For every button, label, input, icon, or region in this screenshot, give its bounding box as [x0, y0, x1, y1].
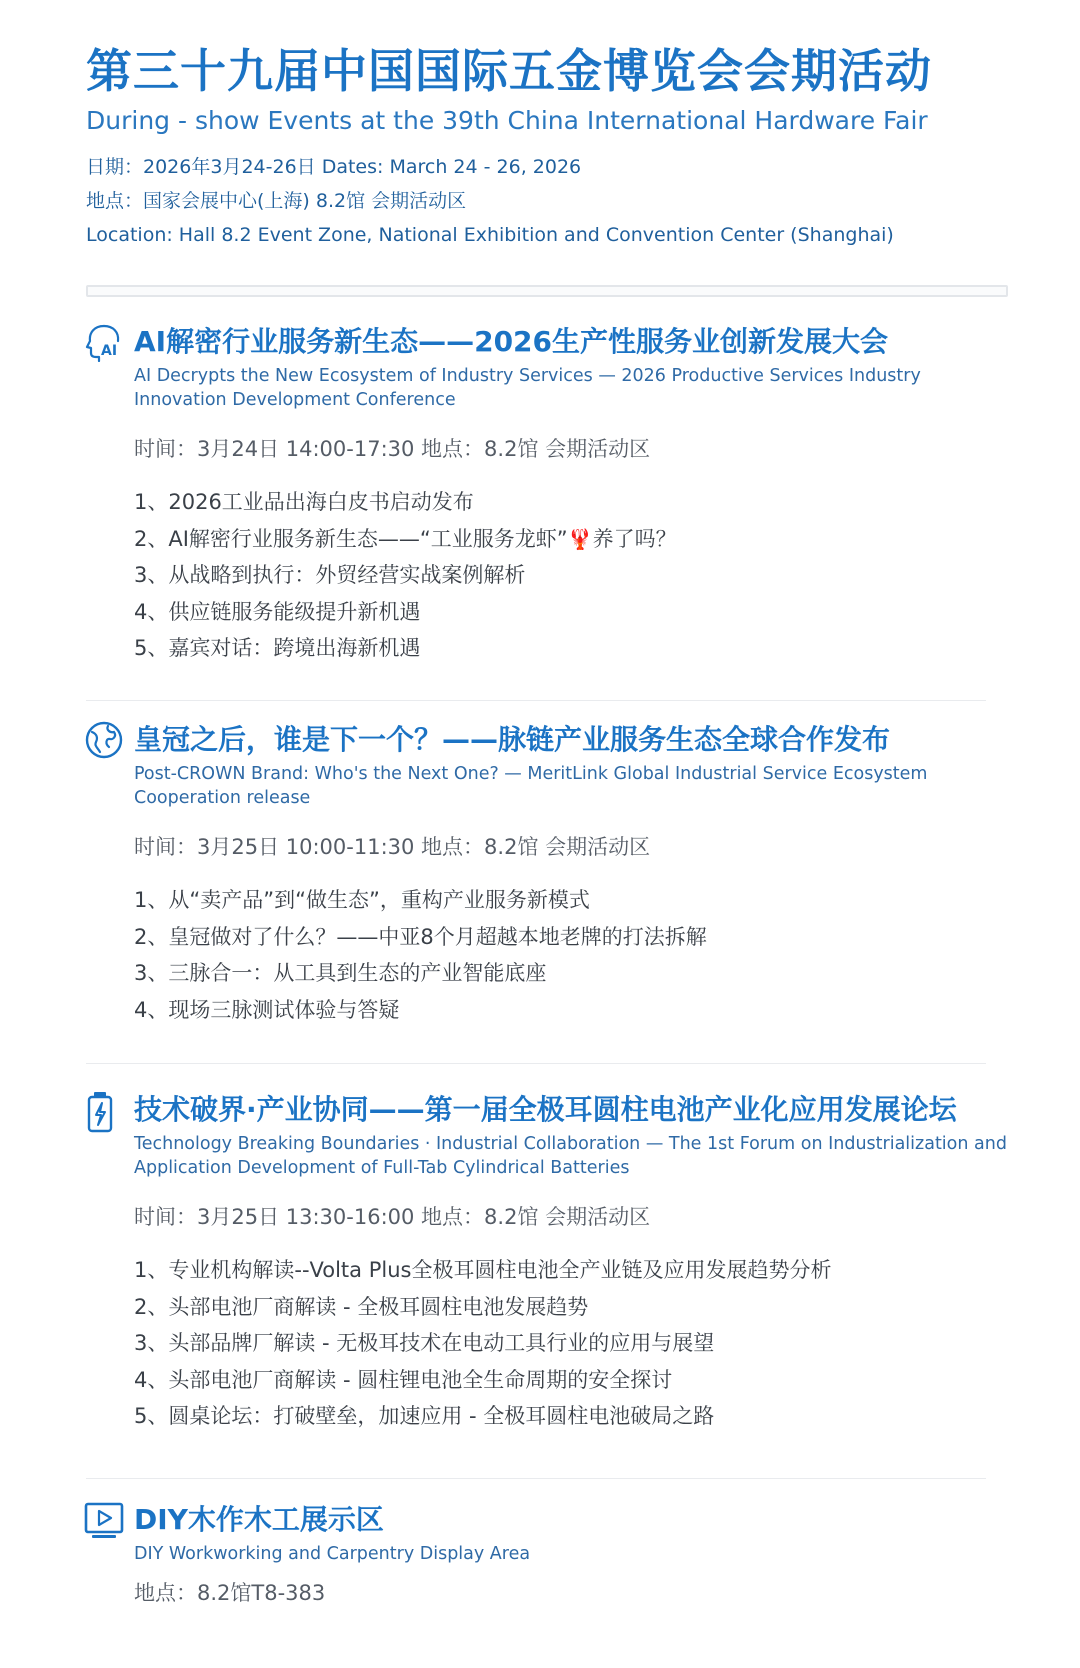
- agenda-item: 3、头部品牌厂解读 - 无极耳技术在电动工具行业的应用与展望: [134, 1331, 715, 1355]
- agenda-item-text: 2、AI解密行业服务新生态——“工业服务龙虾”: [134, 526, 568, 551]
- agenda-item: 2、皇冠做对了什么？——中亚8个月超越本地老牌的打法拆解: [134, 924, 707, 949]
- event-location-cn: 地点：国家会展中心(上海) 8.2馆 会期活动区: [86, 190, 467, 212]
- agenda-item: 4、现场三脉测试体验与答疑: [134, 997, 400, 1022]
- page-header: [86, 40, 1046, 252]
- svg-text:AI: AI: [101, 343, 118, 359]
- section-title: AI解密行业服务新生态——2026生产性服务业创新发展大会: [134, 325, 889, 358]
- section-title: 技术破界·产业协同——第一届全极耳圆柱电池产业化应用发展论坛: [134, 1093, 957, 1126]
- agenda-item: 1、2026工业品出海白皮书启动发布: [134, 490, 474, 514]
- header-divider: [86, 285, 1008, 297]
- section-title: 皇冠之后，谁是下一个？——脉链产业服务生态全球合作发布: [134, 723, 891, 756]
- section-subtitle: AI Decrypts the New Ecosystem of Industry Services — 2026 Productive Services Industry Innovation Development Conference: [134, 366, 921, 410]
- section-subtitle: DIY Workworking and Carpentry Display Area: [134, 1544, 531, 1564]
- page-subtitle: During - show Events at the 39th China International Hardware Fair: [86, 106, 928, 135]
- agenda-item-suffix: 养了吗？: [592, 526, 677, 551]
- agenda-item: 3、从战略到执行：外贸经营实战案例解析: [134, 563, 526, 587]
- agenda-item: [134, 521, 1054, 558]
- section-divider: [86, 1478, 986, 1479]
- section-time: 时间：3月25日 13:30-16:00 地点：8.2馆 会期活动区: [134, 1205, 651, 1229]
- section-divider: [86, 1063, 986, 1064]
- agenda-item: 4、供应链服务能级提升新机遇: [134, 599, 421, 624]
- lobster-icon: 🦞: [567, 526, 593, 551]
- agenda-item: 5、嘉宾对话：跨境出海新机遇: [134, 636, 421, 660]
- video-play-icon: [84, 1500, 124, 1540]
- globe-icon: [84, 720, 124, 760]
- agenda-list: [134, 484, 1054, 667]
- agenda-item: 4、头部电池厂商解读 - 圆柱锂电池全生命周期的安全探讨: [134, 1367, 673, 1392]
- agenda-item: 1、专业机构解读--Volta Plus全极耳圆柱电池全产业链及应用发展趋势分析: [134, 1258, 832, 1282]
- battery-icon: [84, 1090, 124, 1130]
- section-subtitle: Post-CROWN Brand: Who's the Next One? — MeritLink Global Industrial Service Ecosystem Cooperation release: [134, 764, 928, 808]
- event-location-en: Location: Hall 8.2 Event Zone, National Exhibition and Convention Center (Shanghai): [86, 224, 894, 246]
- section-time: 时间：3月24日 14:00-17:30 地点：8.2馆 会期活动区: [134, 437, 651, 461]
- section-title: DIY木作木工展示区: [134, 1503, 384, 1536]
- section-subtitle: Technology Breaking Boundaries · Industrial Collaboration — The 1st Forum on Industrialization and Application Development of Full-Tab Cylindrical Batteries: [134, 1134, 1007, 1178]
- section-divider: [86, 700, 986, 701]
- agenda-item: 3、三脉合一：从工具到生态的产业智能底座: [134, 961, 547, 985]
- section-time: 时间：3月25日 10:00-11:30 地点：8.2馆 会期活动区: [134, 835, 651, 859]
- section-location: 地点：8.2馆T8-383: [134, 1581, 326, 1605]
- ai-head-icon: [84, 322, 124, 362]
- agenda-item: 5、圆桌论坛：打破壁垒，加速应用 - 全极耳圆柱电池破局之路: [134, 1404, 715, 1428]
- agenda-item: 1、从“卖产品”到“做生态”，重构产业服务新模式: [134, 888, 590, 912]
- agenda-list: [134, 1252, 1054, 1435]
- event-dates: 日期：2026年3月24-26日 Dates: March 24 - 26, 2026: [86, 156, 582, 178]
- agenda-item: 2、头部电池厂商解读 - 全极耳圆柱电池发展趋势: [134, 1294, 589, 1319]
- page-title: 第三十九届中国国际五金博览会会期活动: [86, 44, 932, 98]
- agenda-list: [134, 882, 1054, 1028]
